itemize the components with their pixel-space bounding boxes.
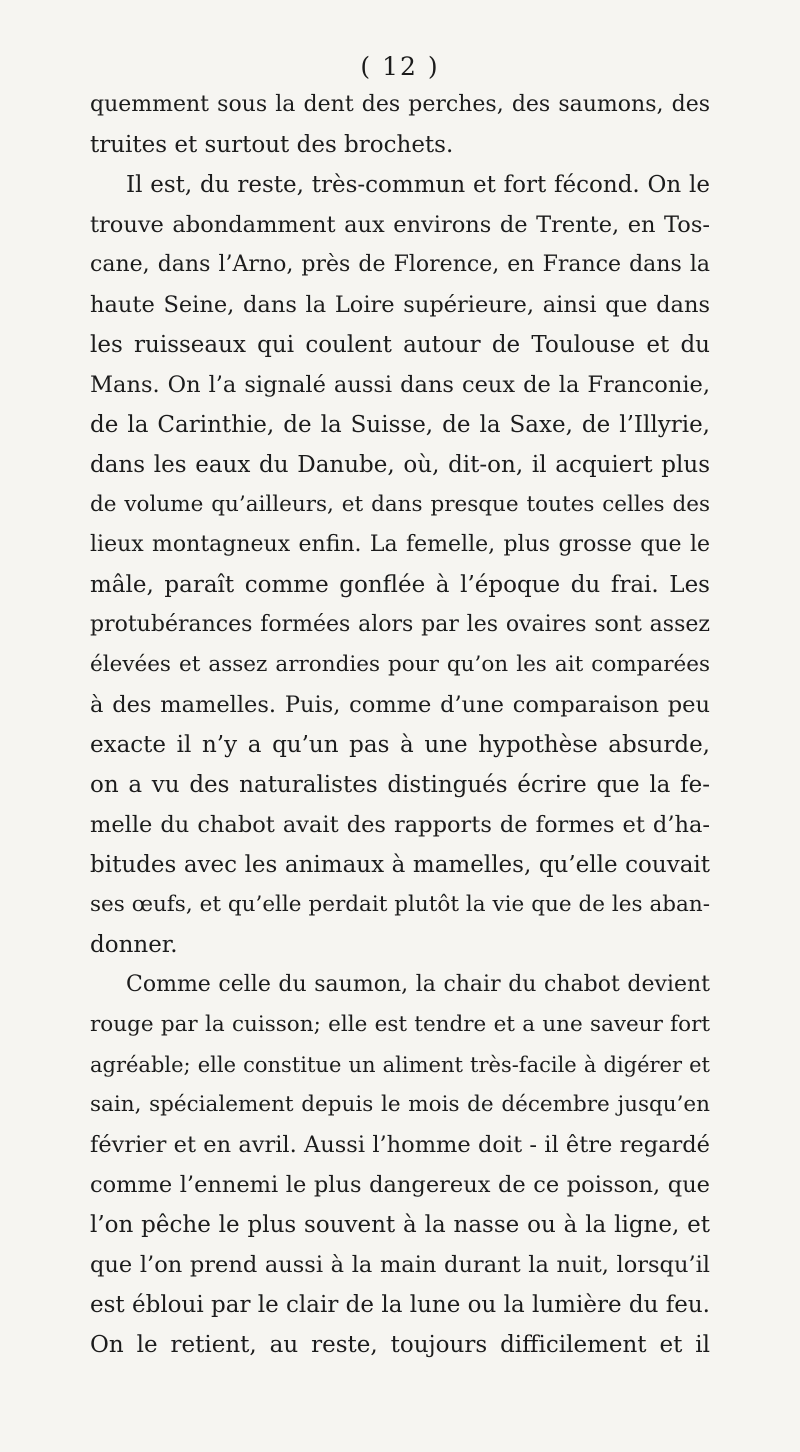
text-line: agréable; elle constitue un aliment très-facile à digérer et — [90, 1053, 710, 1077]
text-line: haute Seine, dans la Loire supérieure, ainsi que dans — [90, 292, 710, 318]
text-line: est ébloui par le clair de la lune ou la lumière du feu. — [90, 1292, 710, 1318]
text-line: mâle, paraît comme gonflée à l’époque du frai. Les — [90, 572, 710, 598]
text-line: dans les eaux du Danube, où, dit-on, il acquiert plus — [90, 452, 710, 478]
text-line: Il est, du reste, très-commun et fort fécond. On le — [126, 172, 710, 198]
text-line: bitudes avec les animaux à mamelles, qu’elle couvait — [90, 852, 710, 878]
text-line: protubérances formées alors par les ovaires sont assez — [90, 612, 710, 637]
text-line: de volume qu’ailleurs, et dans presque toutes celles des — [90, 492, 710, 517]
text-line: sain, spécialement depuis le mois de décembre jusqu’en — [90, 1092, 710, 1117]
text-line: l’on pêche le plus souvent à la nasse ou à la ligne, et — [90, 1212, 710, 1238]
text-line: de la Carinthie, de la Suisse, de la Saxe, de l’Illyrie, — [90, 412, 710, 438]
text-line: les ruisseaux qui coulent autour de Toulouse et du — [90, 332, 710, 358]
text-line: cane, dans l’Arno, près de Florence, en France dans la — [90, 252, 710, 277]
text-line: élevées et assez arrondies pour qu’on les ait comparées — [90, 652, 710, 677]
text-line: comme l’ennemi le plus dangereux de ce poisson, que — [90, 1172, 710, 1198]
text-line: Comme celle du saumon, la chair du chabot devient — [126, 972, 710, 997]
text-line: quemment sous la dent des perches, des saumons, des — [90, 92, 710, 117]
text-line: truites et surtout des brochets. — [90, 132, 454, 158]
text-line: ses œufs, et qu’elle perdait plutôt la vie que de les aban- — [90, 892, 710, 917]
text-line: on a vu des naturalistes distingués écrire que la fe- — [90, 772, 710, 798]
page-number: ( 12 ) — [360, 52, 440, 81]
text-line: On le retient, au reste, toujours difficilement et il — [90, 1332, 710, 1358]
text-line: Mans. On l’a signalé aussi dans ceux de la Franconie, — [90, 372, 710, 398]
text-line: exacte il n’y a qu’un pas à une hypothèse absurde, — [90, 732, 710, 758]
text-line: que l’on prend aussi à la main durant la nuit, lorsqu’il — [90, 1252, 710, 1278]
text-line: trouve abondamment aux environs de Trente, en Tos- — [90, 212, 710, 238]
text-line: donner. — [90, 932, 178, 958]
text-line: rouge par la cuisson; elle est tendre et a une saveur fort — [90, 1012, 710, 1037]
body-text — [90, 85, 710, 1365]
text-line: février et en avril. Aussi l’homme doit - il être regardé — [90, 1132, 710, 1158]
text-line: melle du chabot avait des rapports de formes et d’ha- — [90, 812, 710, 838]
text-line: à des mamelles. Puis, comme d’une comparaison peu — [90, 692, 710, 718]
text-line: lieux montagneux enfin. La femelle, plus grosse que le — [90, 532, 710, 557]
